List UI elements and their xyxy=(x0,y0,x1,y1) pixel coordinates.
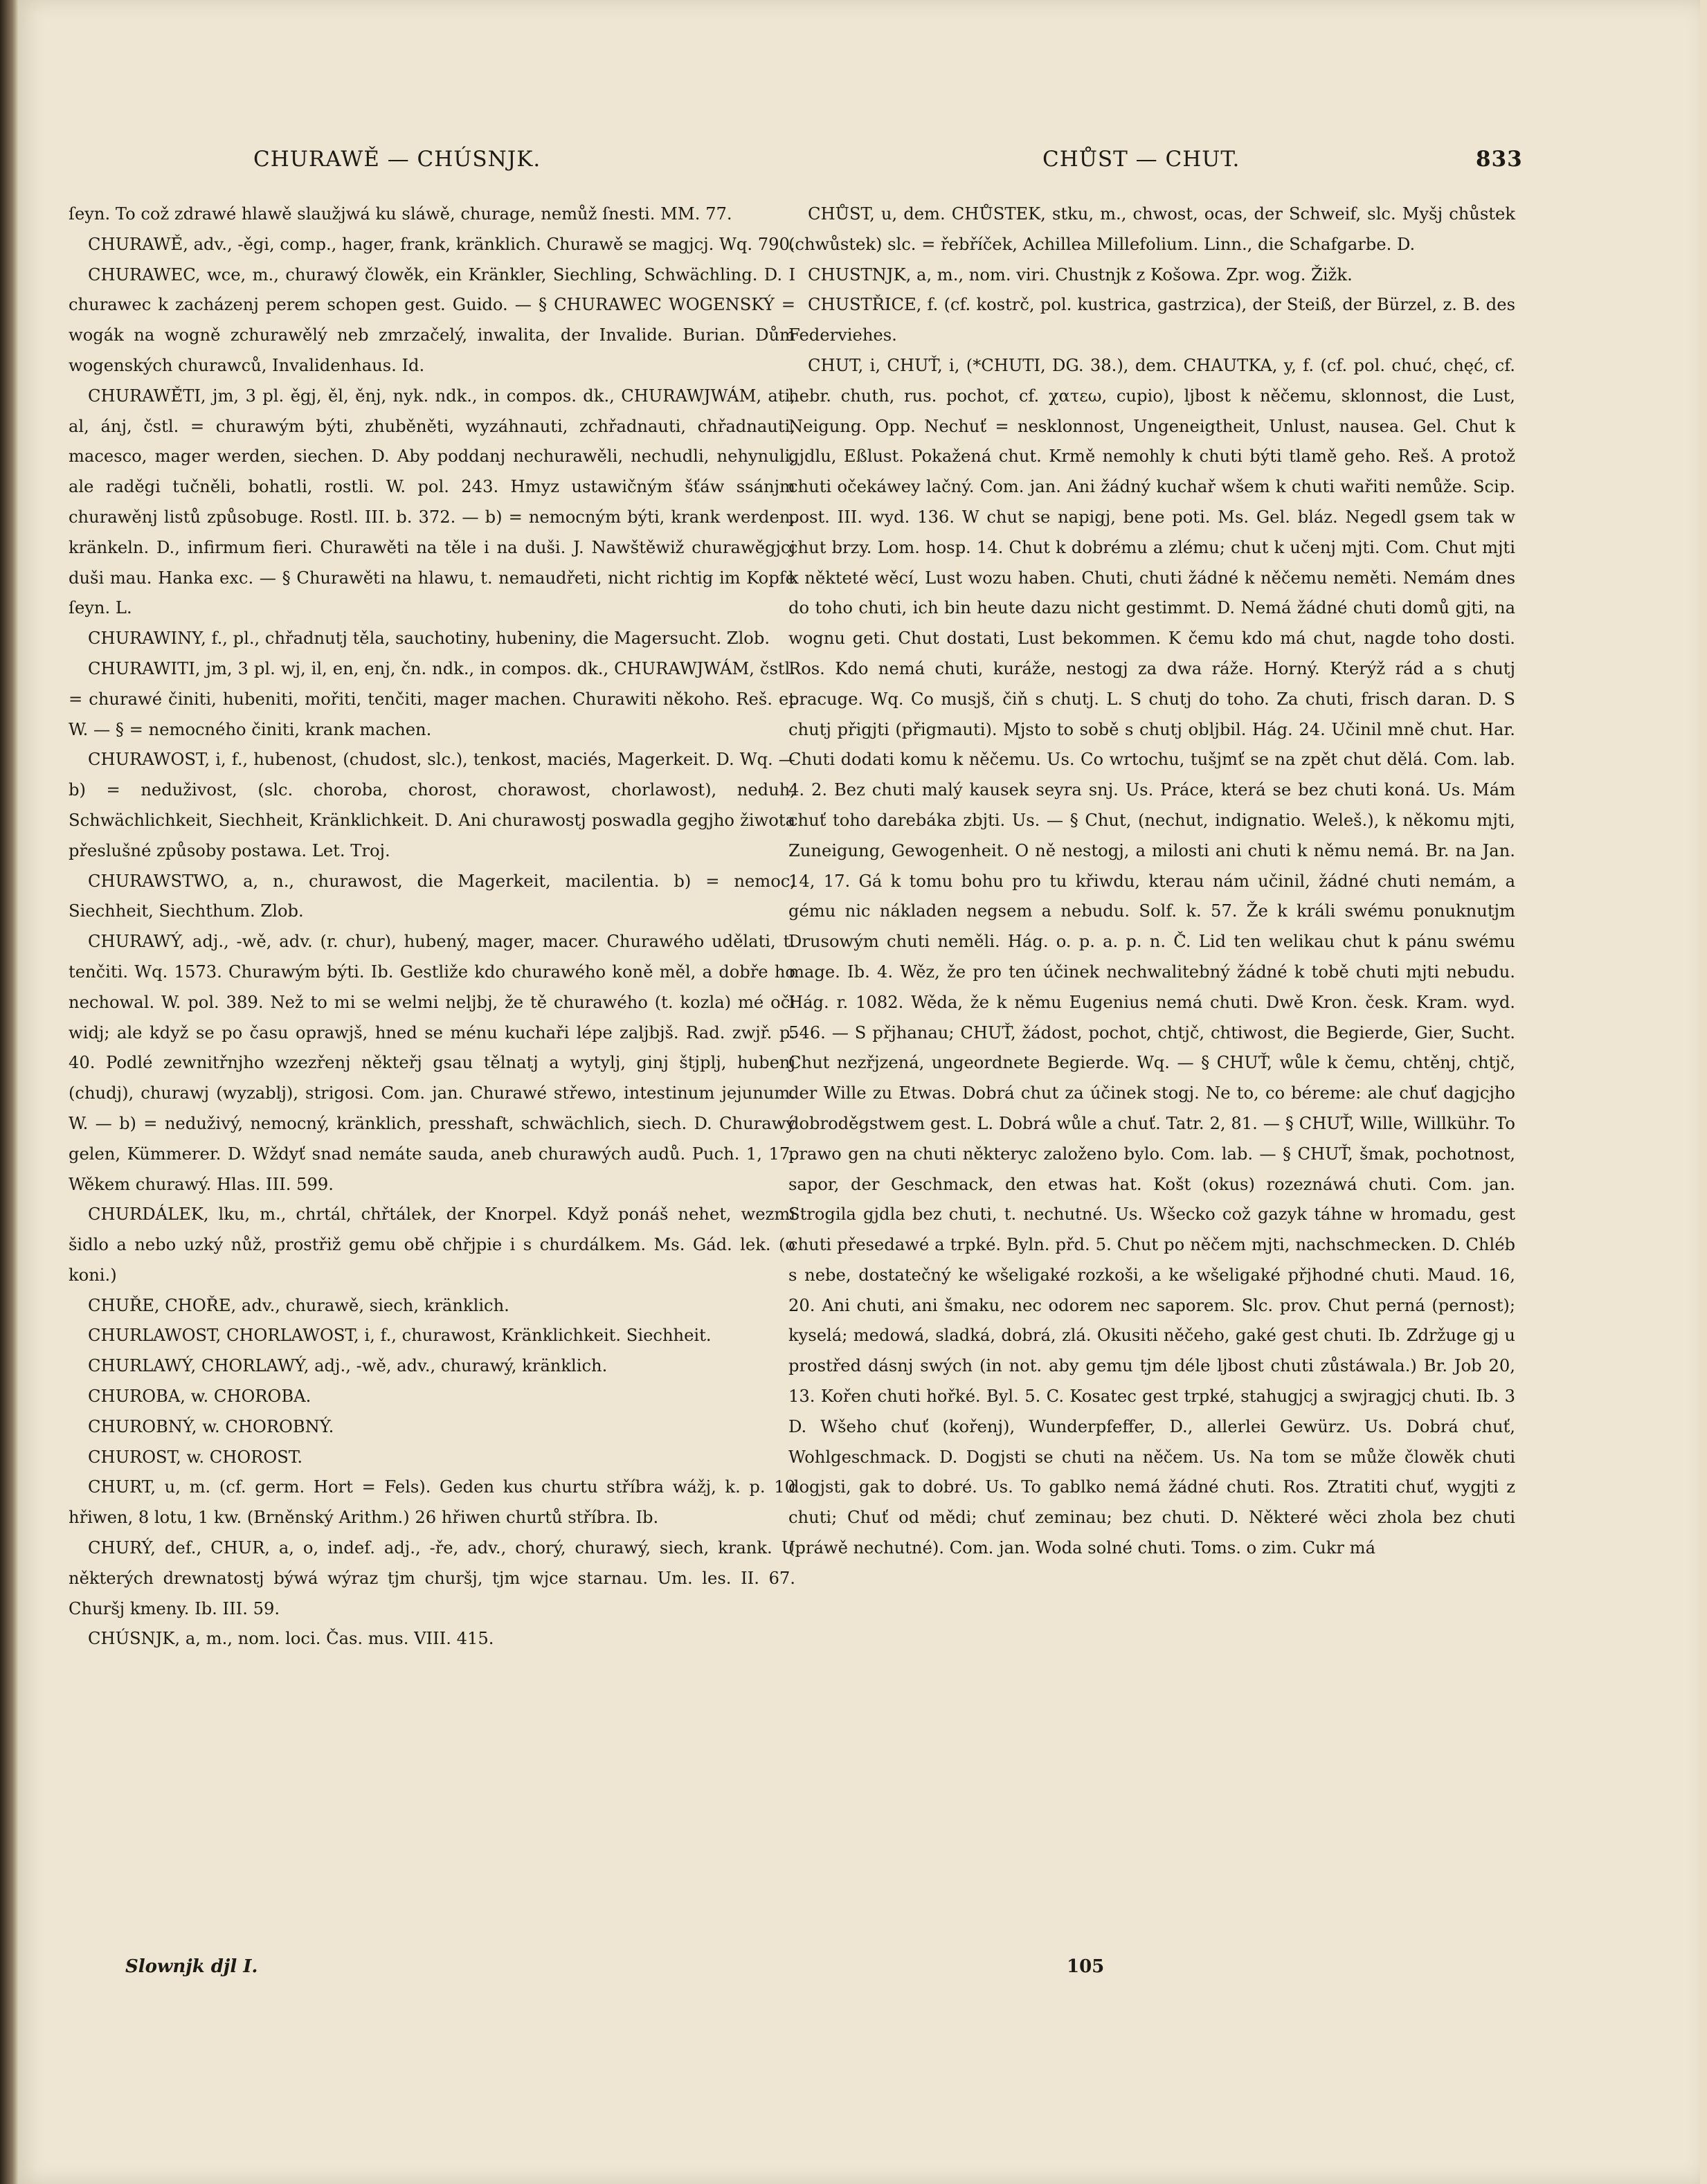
entry-paragraph: CHURAWSTWO, a, n., churawost, die Magerkeit, macilentia. b) = nemoc, Siechheit, Siechthum. Zlob. xyxy=(69,871,795,921)
entry-paragraph: CHURDÁLEK, lku, m., chrtál, chřtálek, der Knorpel. Když ponáš nehet, wezmi šidlo a nebo uzký nůž, prostřiž gemu obě chřjpie i s churdálkem. Ms. Gád. lek. (o koni.) xyxy=(69,1204,795,1285)
entry-paragraph: CHURAWĚ, adv., -ěgi, comp., hager, frank, kränklich. Churawě se magjcj. Wq. 790. xyxy=(88,234,795,254)
left-column xyxy=(69,199,795,1654)
entry-paragraph: CHUSTNJK, a, m., nom. viri. Chustnjk z Košowa. Zpr. wog. Žižk. xyxy=(808,264,1353,285)
page-sheet xyxy=(18,0,1700,2184)
entry-paragraph: CHURLAWOST, CHORLAWOST, i, f., churawost, Kränklichkeit. Siechheit. xyxy=(88,1326,712,1346)
entry-paragraph: CHURAWINY, f., pl., chřadnutj těla, sauchotiny, hubeniny, die Magersucht. Zlob. xyxy=(88,629,770,649)
entry-paragraph: CHŮST, u, dem. CHŮSTEK, stku, m., chwost, ocas, der Schweif, slc. Myšj chůstek (chwůstek) slc. = řebříček, Achillea Millefolium. Linn., die Schafgarbe. D. xyxy=(788,204,1515,254)
page-number: 833 xyxy=(1476,147,1523,172)
right-column xyxy=(788,199,1515,1564)
book-spine-shadow xyxy=(0,0,18,2184)
entry-paragraph: CHUROBNÝ, w. CHOROBNÝ. xyxy=(88,1416,334,1436)
entry-paragraph: CHÚSNJK, a, m., nom. loci. Čas. mus. VIII. 415. xyxy=(88,1629,494,1649)
entry-paragraph: CHUSTŘICE, f. (cf. kostrč, pol. kustrica, gastrzica), der Steiß, der Bürzel, z. B. des Federviehes. xyxy=(788,295,1515,345)
entry-paragraph: CHURÝ, def., CHUR, a, o, indef. adj., -ře, adv., chorý, churawý, siech, krank. U některých drewnatostj býwá wýraz tjm churšj, tjm wjce starnau. Um. les. II. 67. Churšj kmeny. Ib. III. 59. xyxy=(69,1538,795,1618)
entry-paragraph: CHUT, i, CHUŤ, i, (*CHUTI, DG. 38.), dem. CHAUTKA, y, f. (cf. pol. chuć, chęć, cf. hebr. chuth, rus. pochot, cf. χατεω, cupio), ljbost k něčemu, sklonnost, die Lust, Neigung. Opp. Nechuť = nesklonnost, Ungeneigtheit, Unlust, nausea. Gel. Chut k gjdlu, Eßlust. Pokažená chut. Krmě nemohly k chuti býti tlamě geho. Reš. A protož chuti očekáwey lačný. Com. jan. Ani žádný kuchař wšem k chuti wařiti nemůže. Scip. post. III. wyd. 136. W chut se napigj, bene poti. Ms. Gel. bláz. Negedl gsem tak w chut brzy. Lom. hosp. 14. Chut k dobrému a zlému; chut k učenj mjti. Com. Chut mjti k někteté wěcí, Lust wozu haben. Chuti, chuti žádné k něčemu neměti. Nemám dnes do toho chuti, ich bin heute dazu nicht gestimmt. D. Nemá žádné chuti domů gjti, na wognu geti. Chut dostati, Lust bekommen. K čemu kdo má chut, nagde toho dosti. Ros. Kdo nemá chuti, kuráže, nestogj za dwa ráže. Horný. Kterýž rád a s chutj pracuge. Wq. Co musjš, čiň s chutj. L. S chutj do toho. Za chuti, frisch daran. D. S chutj přigjti (přigmauti). Mjsto to sobě s chutj obljbil. Hág. 24. Učinil mně chut. Har. Chuti dodati komu k něčemu. Us. Co wrtochu, tušjmť se na zpět chut dělá. Com. lab. 4. 2. Bez chuti malý kausek seyra snj. Us. Práce, která se bez chuti koná. Us. Mám chuť toho darebáka zbjti. Us. — § Chut, (nechut, indignatio. Weleš.), k někomu mjti, Zuneigung, Gewogenheit. O ně nestogj, a milosti ani chuti k němu nemá. Br. na Jan. 14, 17. Gá k tomu bohu pro tu křiwdu, kterau nám učinil, žádné chuti nemám, a gému nic nákladen negsem a nebudu. Solf. k. 57. Že k králi swému ponuknutjm Drusowým chuti neměli. Hág. o. p. a. p. n. Č. Lid ten welikau chut k pánu swému mage. Ib. 4. Wěz, že pro ten účinek nechwalitebný žádné k tobě chuti mjti nebudu. Hág. r. 1082. Wěda, že k němu Eugenius nemá chuti. Dwě Kron. česk. Kram. wyd. 546. — S přjhanau; CHUŤ, žádost, pochot, chtjč, chtiwost, die Begierde, Gier, Sucht. Chut nezřjzená, ungeordnete Begierde. Wq. — § CHUŤ, wůle k čemu, chtěnj, chtjč, der Wille zu Etwas. Dobrá chut za účinek stogj. Ne to, co béreme: ale chuť dagjcjho dobroděgstwem gest. L. Dobrá wůle a chuť. Tatr. 2, 81. — § CHUŤ, Wille, Willkühr. To prawo gen na chuti některyc založeno bylo. Com. lab. — § CHUŤ, šmak, pochotnost, sapor, der Geschmack, den etwas hat. Košt (okus) rozeznáwá chuti. Com. jan. Strogila gjdla bez chuti, t. nechutné. Us. Wšecko což gazyk táhne w hromadu, gest chuti přesedawé a trpké. Byln. přd. 5. Chut po něčem mjti, nachschmecken. D. Chléb s nebe, dostatečný ke wšeligaké rozkoši, a ke wšeligaké přjhodné chuti. Maud. 16, 20. Ani chuti, ani šmaku, nec odorem nec saporem. Slc. prov. Chut perná (pernost); kyselá; medowá, sladká, dobrá, zlá. Okusiti něčeho, gaké gest chuti. Ib. Zdržuge gj u prostřed dásnj swých (in not. aby gemu tjm déle ljbost chuti zůstáwala.) Br. Job 20, 13. Kořen chuti hořké. Byl. 5. C. Kosatec gest trpké, stahugjcj a swjragjcj chuti. Ib. 3 D. Wšeho chuť (kořenj), Wunderpfeffer, D., allerlei Gewürz. Us. Dobrá chuť, Wohlgeschmack. D. Dogjsti se chuti na něčem. Us. Na tom se může člowěk chuti dogjsti, gak to dobré. Us. To gablko nemá žádné chuti. Ros. Ztratiti chuť, wygjti z chuti; Chuť od mědi; chuť zeminau; bez chuti. D. Některé wěci zhola bez chuti (práwě nechutné). Com. jan. Woda solné chuti. Toms. o zim. Cukr má xyxy=(788,355,1515,1558)
signature-mark: Slownjk djl I. xyxy=(125,1956,258,1977)
entry-paragraph: ſeyn. To což zdrawé hlawě slaužjwá ku sláwě, churage, nemůž ſnesti. MM. 77. xyxy=(69,204,732,224)
entry-paragraph: CHURAWITI, jm, 3 pl. wj, il, en, enj, čn. ndk., in compos. dk., CHURAWJWÁM, čstl. = churawé činiti, hubeniti, mořiti, tenčiti, mager machen. Churawiti někoho. Reš. et W. — § = nemocného činiti, krank machen. xyxy=(69,658,795,739)
entry-paragraph: CHURAWĚTI, jm, 3 pl. ěgj, ěl, ěnj, nyk. ndk., in compos. dk., CHURAWJWÁM, ati, al, ánj, čstl. = churawým býti, zhuběněti, wyzáhnauti, zchřadnauti, chřadnauti, macesco, mager werden, siechen. D. Aby poddanj nechurawěli, nechudli, nehynuli, ale raděgi tučněli, bohatli, rostli. W. pol. 243. Hmyz ustawičným šťáw ssánjm churawěnj listů způsobuge. Rostl. III. b. 372. — b) = nemocným býti, krank werden, kränkeln. D., infirmum fieri. Churawěti na těle i na duši. J. Nawštěwiž churawěgjcj duši mau. Hanka exc. — § Churawěti na hlawu, t. nemaudřeti, nicht richtig im Kopfe ſeyn. L. xyxy=(69,386,795,618)
entry-paragraph: CHURLAWÝ, CHORLAWÝ, adj., -wě, adv., churawý, kränklich. xyxy=(88,1356,608,1376)
entry-paragraph: CHUROBA, w. CHOROBA. xyxy=(88,1387,311,1407)
header-left: CHURAWĚ — CHÚSNJK. xyxy=(253,147,541,172)
entry-paragraph: CHUROST, w. CHOROST. xyxy=(88,1447,303,1467)
entry-paragraph: CHURAWEC, wce, m., churawý člowěk, ein Kränkler, Siechling, Schwächling. D. I churawec k zacházenj perem schopen gest. Guido. — § CHURAWEC WOGENSKÝ = wogák na wogně zchurawělý neb zmrzačelý, inwalita, der Invalide. Burian. Dům wogenských churawců, Invalidenhaus. Id. xyxy=(69,264,795,375)
entry-paragraph: CHURAWOST, i, f., hubenost, (chudost, slc.), tenkost, maciés, Magerkeit. D. Wq. — b) = neduživost, (slc. choroba, chorost, chorawost, chorlawost), neduh, Schwächlichkeit, Siechheit, Kränklichkeit. D. Ani churawostj poswadla gegjho žiwota přeslušné způsoby postawa. Let. Troj. xyxy=(69,750,795,860)
entry-paragraph: CHURT, u, m. (cf. germ. Hort = Fels). Geden kus churtu stříbra wážj, k. p. 10 hřiwen, 8 lotu, 1 kw. (Brněnský Arithm.) 26 hřiwen churtů stříbra. Ib. xyxy=(69,1477,795,1528)
header-right: CHŮST — CHUT. xyxy=(1042,147,1240,172)
sheet-number: 105 xyxy=(1067,1956,1105,1977)
entry-paragraph: CHURAWÝ, adj., -wě, adv. (r. chur), hubený, mager, macer. Churawého udělati, t. tenčiti. Wq. 1573. Churawým býti. Ib. Gestliže kdo churawého koně měl, a dobře ho nechowal. W. pol. 389. Než to mi se welmi neljbj, že tě churawého (t. kozla) mé oči widj; ale když se po času oprawjš, hned se ménu kuchaři lépe zaljbjš. Rad. zwjř. p. 40. Podlé zewnitřnjho wzezřenj někteřj gsau tělnatj a wytylj, ginj štjplj, hubenj (chudj), churawj (wyzablj), strigosi. Com. jan. Churawé střewo, intestinum jejunum. W. — b) = neduživý, nemocný, kränklich, presshaft, schwächlich, siech. D. Churawý gelen, Kümmerer. D. Wždyť snad nemáte sauda, aneb churawých audů. Puch. 1, 17. Wěkem churawý. Hlas. III. 599. xyxy=(69,932,795,1194)
entry-paragraph: CHUŘE, CHOŘE, adv., churawě, siech, kränklich. xyxy=(88,1295,509,1315)
